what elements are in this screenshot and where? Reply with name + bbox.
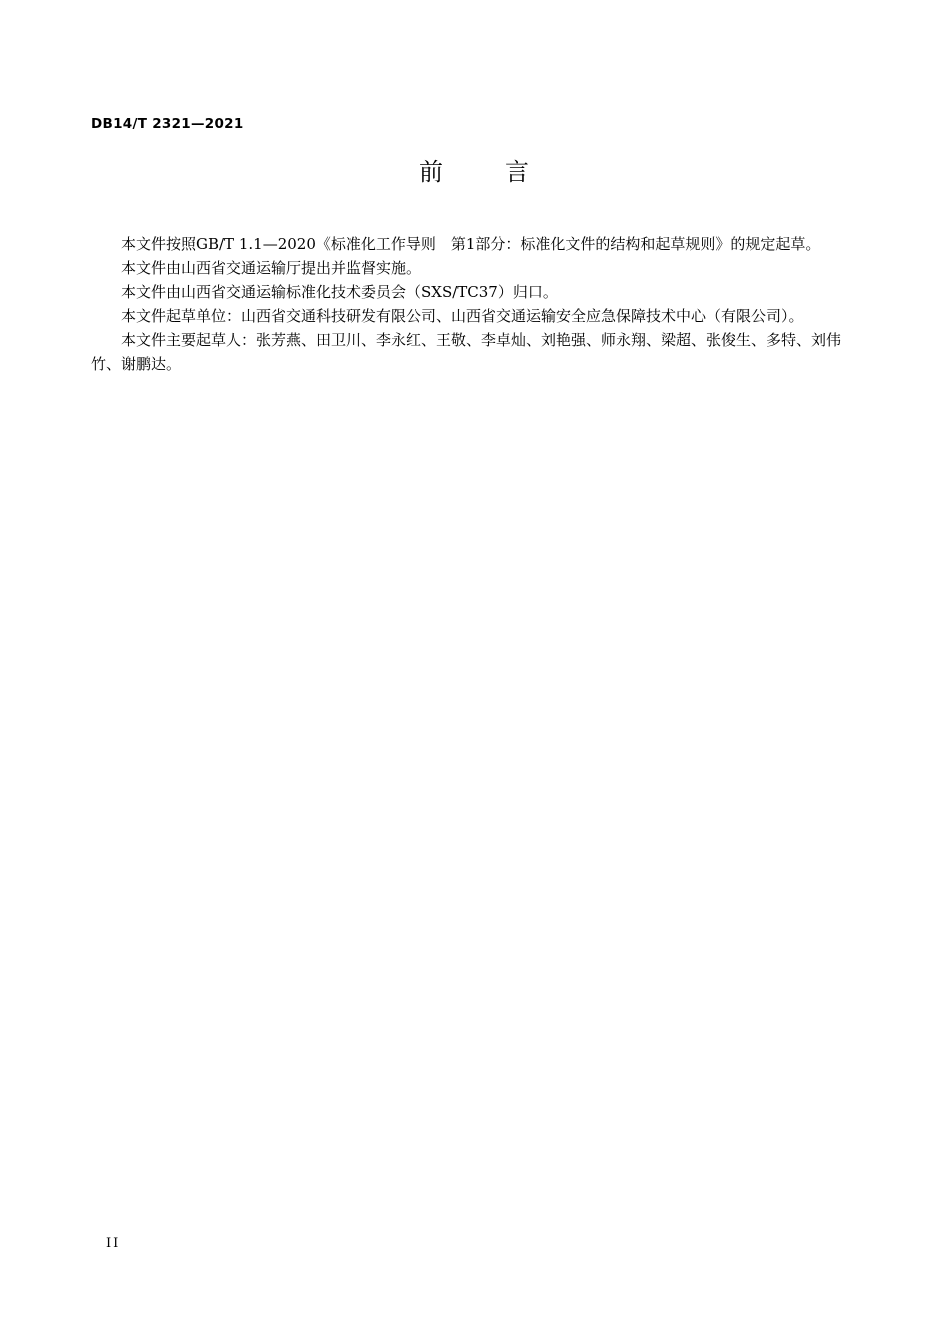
title-char-1: 前: [419, 158, 445, 186]
paragraph-committee: 本文件由山西省交通运输标准化技术委员会（SXS/TC37）归口。: [121, 283, 558, 301]
paragraph-drafters: 本文件主要起草人：张芳燕、田卫川、李永红、王敬、李卓灿、刘艳强、师永翔、梁超、张俊生、多特、刘伟竹、谢鹏达。: [91, 331, 842, 373]
title-char-2: 言: [505, 158, 531, 186]
paragraph-drafting-units: 本文件起草单位：山西省交通科技研发有限公司、山西省交通运输安全应急保障技术中心（有限公司）。: [121, 307, 804, 325]
page-title: [0, 152, 950, 187]
paragraph-proposer: 本文件由山西省交通运输厅提出并监督实施。: [121, 259, 422, 277]
page-number: II: [106, 1236, 121, 1251]
document-code: DB14/T 2321—2021: [91, 116, 244, 132]
paragraph-drafting-rules: 本文件按照GB/T 1.1—2020《标准化工作导则 第1部分：标准化文件的结构和起草规则》的规定起草。: [121, 235, 821, 253]
foreword-body: [91, 232, 841, 376]
